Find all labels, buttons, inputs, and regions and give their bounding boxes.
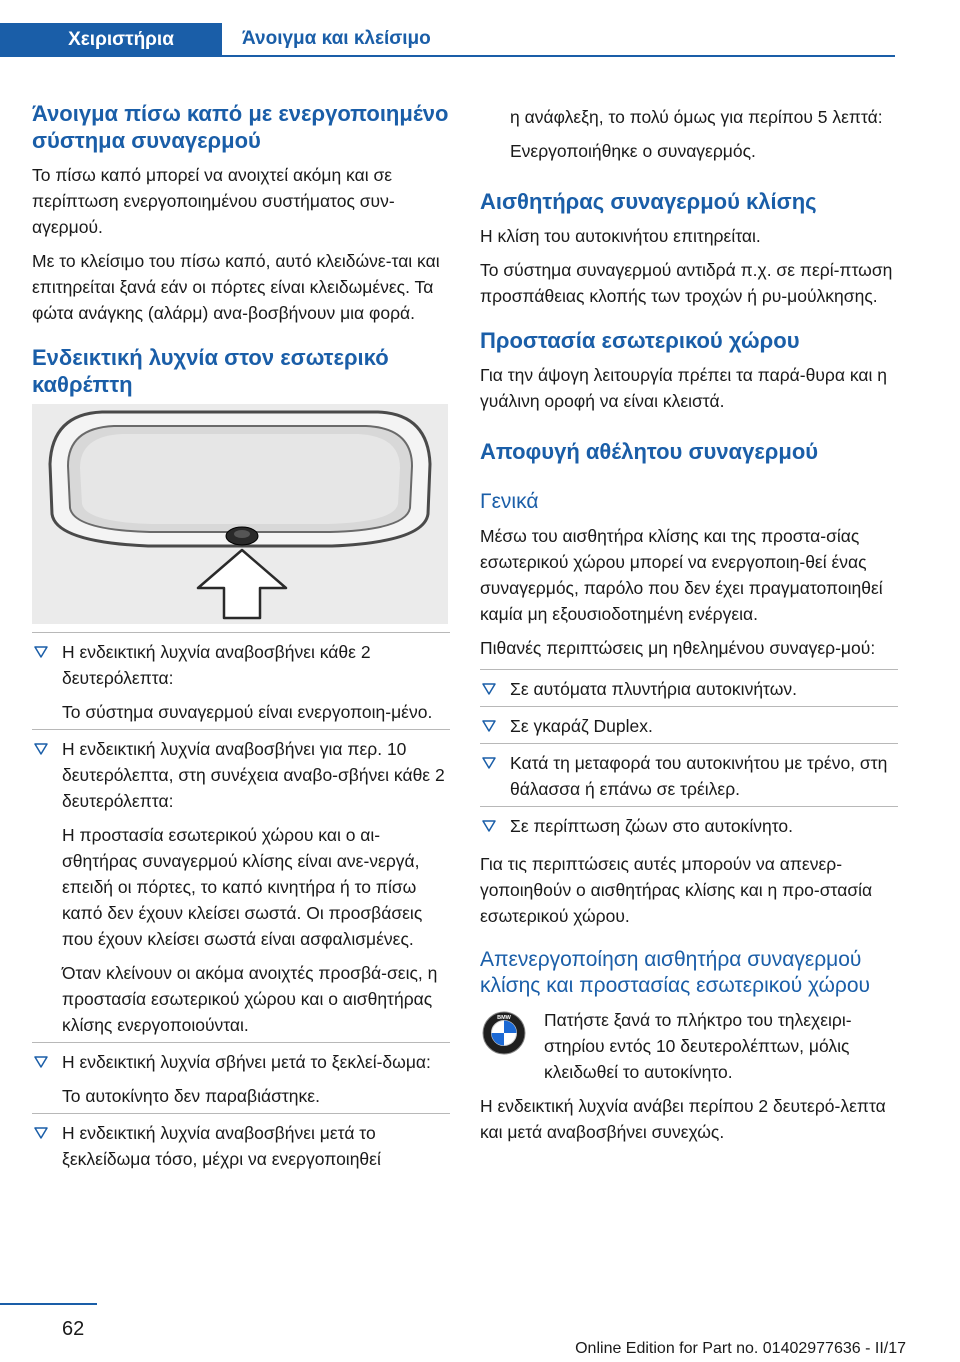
- paragraph-general-2: Πιθανές περιπτώσεις μη ηθελημένου συναγερ‐μού:: [480, 638, 876, 658]
- paragraph-deactivate-2: Η ενδεικτική λυχνία ανάβει περίπου 2 δευτερό‐λεπτα και μετά αναβοσβήνει συνεχώς.: [480, 1096, 886, 1142]
- edition-footer: Online Edition for Part no. 01402977636 - II/17: [575, 1340, 906, 1357]
- list-item-text: Η ενδεικτική λυχνία αναβοσβήνει για περ. 10 δευτερόλεπτα, στη συνέχεια αναβο‐σβήνει κάθε 2 δευτερόλεπτα:: [62, 739, 445, 811]
- list-item-result: Όταν κλείνουν οι ακόμα ανοιχτές προσβά‐σεις, η προστασία εσωτερικού χώρου και ο αισθητήρας κλίσης ενεργοποιούνται.: [62, 963, 438, 1035]
- triangle-bullet-icon: [482, 719, 496, 733]
- indicator-bullet-list: [32, 632, 450, 1176]
- paragraph-general-1: Μέσω του αισθητήρα κλίσης και της προστα‐σίας εσωτερικού χώρου μπορεί να ενεργοποιη‐θεί ένας συναγερμός, παρόλο που δεν έχει πραγματοποιηθεί καμία μη εξουσιοδοτημένη ενέργεια.: [480, 526, 883, 624]
- list-item: [32, 729, 450, 1042]
- triangle-bullet-icon: [482, 682, 496, 696]
- list-item-result: Το σύστημα συναγερμού είναι ενεργοποιη‐μένο.: [62, 702, 433, 722]
- section-tab-opening-closing: Άνοιγμα και κλείσιμο: [222, 23, 895, 57]
- triangle-bullet-icon: [34, 645, 48, 659]
- list-item: [480, 806, 898, 843]
- page-header: [0, 0, 895, 57]
- bullet-continuation-text: η ανάφλεξη, το πολύ όμως για περίπου 5 λεπτά:: [510, 107, 883, 127]
- list-item-text: Κατά τη μεταφορά του αυτοκινήτου με τρένο, στη θάλασσα ή επάνω σε τρέιλερ.: [510, 753, 888, 799]
- heading-indicator-mirror: Ενδεικτική λυχνία στον εσωτερικό καθρέπτη: [32, 345, 389, 397]
- right-column: [480, 104, 898, 1145]
- paragraph-tilt-1: Η κλίση του αυτοκινήτου επιτηρείται.: [480, 226, 761, 246]
- paragraph-trunk-2: Με το κλείσιμο του πίσω καπό, αυτό κλειδώνε‐ται και επιτηρείται ξανά εάν οι πόρτες είναι κλειδωμένες. Τα φώτα ανάγκης (αλάρμ) ανα‐βοσβήνουν μια φορά.: [32, 251, 440, 323]
- triangle-bullet-icon: [482, 819, 496, 833]
- list-item-text: Σε περίπτωση ζώων στο αυτοκίνητο.: [510, 816, 794, 836]
- heading-general: Γενικά: [480, 490, 539, 513]
- false-alarm-case-list: [480, 669, 898, 843]
- triangle-bullet-icon: [34, 1126, 48, 1140]
- bullet-continuation-result: Ενεργοποιήθηκε ο συναγερμός.: [510, 141, 756, 161]
- list-item-text: Η ενδεικτική λυχνία αναβοσβήνει μετά το ξεκλείδωμα τόσο, μέχρι να ενεργοποιηθεί: [62, 1123, 381, 1169]
- footer-rule: [0, 1303, 97, 1305]
- list-item: [480, 706, 898, 743]
- heading-avoid-false-alarm: Αποφυγή αθέλητου συναγερμού: [480, 439, 819, 464]
- list-item-text: Σε αυτόματα πλυντήρια αυτοκινήτων.: [510, 679, 797, 699]
- list-item: [480, 669, 898, 706]
- mirror-drawing: [32, 404, 448, 624]
- deactivate-instruction: [480, 1007, 898, 1085]
- left-column: [32, 100, 450, 1176]
- paragraph-interior: Για την άψογη λειτουργία πρέπει τα παρά‐θυρα και η γυάλινη οροφή να είναι κλειστά.: [480, 365, 887, 411]
- triangle-bullet-icon: [34, 1055, 48, 1069]
- list-item-result: Το αυτοκίνητο δεν παραβιάστηκε.: [62, 1086, 320, 1106]
- bmw-logo-icon: [482, 1011, 526, 1055]
- paragraph-trunk-1: Το πίσω καπό μπορεί να ανοιχτεί ακόμη και σε περίπτωση ενεργοποιημένου συστήματος συν‐αγερμού.: [32, 165, 395, 237]
- list-item: [480, 743, 898, 806]
- list-item-result: Η προστασία εσωτερικού χώρου και ο αι‐σθητήρας συναγερμού κλίσης είναι ανε‐νεργά, επειδή οι πόρτες, το καπό κινητήρα ή το πίσω καπό δεν έχουν κλείσει σωστά. Οι προσβάσεις που έχουν κλείσει σωστά είναι ασφαλισμένες.: [62, 825, 423, 949]
- heading-trunk-alarm: Άνοιγμα πίσω καπό με ενεργοποιημένο σύστημα συναγερμού: [32, 101, 449, 153]
- paragraph-cases-after: Για τις περιπτώσεις αυτές μπορούν να απενερ‐γοποιηθούν ο αισθητήρας κλίσης και η προ‐στασία εσωτερικού χώρου.: [480, 854, 873, 926]
- paragraph-deactivate-1: Πατήστε ξανά το πλήκτρο του τηλεχειρι‐στηρίου εντός 10 δευτερολέπτων, μόλις κλειδωθεί το αυτοκίνητο.: [544, 1010, 852, 1082]
- svg-text:BMW: BMW: [497, 1015, 511, 1021]
- list-item: [32, 1042, 450, 1113]
- list-item-text: Σε γκαράζ Duplex.: [510, 716, 653, 736]
- list-item: [32, 1113, 450, 1176]
- heading-tilt-sensor: Αισθητήρας συναγερμού κλίσης: [480, 189, 817, 214]
- heading-deactivate: Απενεργοποίηση αισθητήρα συναγερμού κλίσης και προστασίας εσωτερικού χώρου: [480, 948, 870, 997]
- rearview-mirror-illustration: [32, 404, 448, 624]
- list-item: [32, 632, 450, 729]
- heading-interior-protection: Προστασία εσωτερικού χώρου: [480, 328, 800, 353]
- paragraph-tilt-2: Το σύστημα συναγερμού αντιδρά π.χ. σε περί‐πτωση προσπάθειας κλοπής των τροχών ή ρυ‐μούλκησης.: [480, 260, 893, 306]
- list-item-text: Η ενδεικτική λυχνία σβήνει μετά το ξεκλεί‐δωμα:: [62, 1052, 431, 1072]
- page-number: 62: [62, 1318, 85, 1340]
- triangle-bullet-icon: [34, 742, 48, 756]
- section-tab-controls: Χειριστήρια: [0, 23, 222, 57]
- list-item-text: Η ενδεικτική λυχνία αναβοσβήνει κάθε 2 δευτερόλεπτα:: [62, 642, 371, 688]
- triangle-bullet-icon: [482, 756, 496, 770]
